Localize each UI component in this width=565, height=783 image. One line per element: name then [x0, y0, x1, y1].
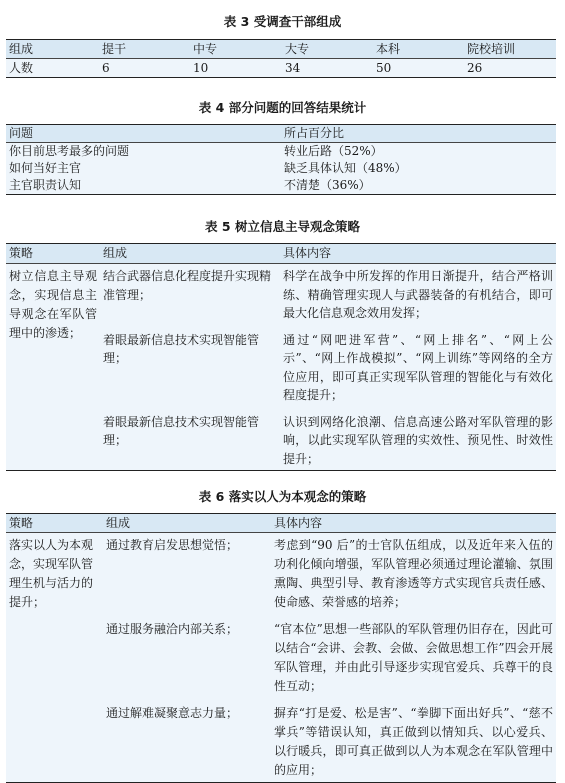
table6-content-cell: 考虑到“90 后”的士官队伍组成，以及近年来入伍的功利化倾向增强，军队管理必须通过理论灌输、氛围熏陶、典型引导、教育渗透等方式实现官兵责任感、使命感、荣誉感的培养；	[274, 538, 553, 609]
table3-header-row	[6, 40, 556, 59]
table3-cell: 50	[376, 61, 392, 75]
table-row	[6, 177, 556, 194]
table3-header-cell: 提干	[102, 42, 127, 56]
table6-header-row	[6, 514, 556, 533]
table5-component-cell: 着眼最新信息技术实现智能管理；	[103, 414, 260, 447]
table4-cell: 你目前思考最多的问题	[9, 144, 130, 158]
table-row	[6, 59, 556, 77]
table4	[6, 124, 556, 195]
table6-strategy-cell: 落实以人为本观念，实现军队管理生机与活力的提升；	[9, 538, 94, 609]
table3-title: 表 3 受调查干部组成	[223, 14, 342, 29]
table4-header-cell: 所占百分比	[284, 126, 345, 140]
table6-title: 表 6 落实以人为本观念的策略	[198, 489, 367, 504]
table3-header-cell: 院校培训	[467, 42, 516, 56]
table3-header-cell: 中专	[193, 42, 218, 56]
table4-title: 表 4 部分问题的回答结果统计	[198, 100, 367, 115]
table4-cell: 缺乏具体认知（48%）	[284, 161, 407, 175]
table6-header-cell: 组成	[106, 516, 131, 530]
table5-header-cell: 组成	[103, 246, 128, 260]
table-row	[103, 620, 556, 704]
table3	[6, 39, 556, 78]
table4-cell: 主官职责认知	[9, 178, 82, 192]
table3-header-cell: 组成	[9, 42, 34, 56]
table3-cell: 10	[193, 61, 209, 75]
table-row	[103, 704, 556, 782]
table5-content-cell: 科学在战争中所发挥的作用日渐提升，结合严格训练、精确管理实现人与武器装备的有机结合，即可最大化信息观念效用发挥；	[283, 269, 553, 320]
table6-component-cell: 通过服务融洽内部关系；	[106, 622, 239, 636]
table5-title: 表 5 树立信息主导观念策略	[205, 219, 360, 234]
table6-body	[6, 533, 556, 782]
table3-cell: 人数	[9, 61, 34, 75]
table-row	[6, 160, 556, 177]
table5-strategy-cell: 树立信息主导观念，实现信息主导观念在军队管理中的渗透；	[9, 269, 97, 340]
table6-component-cell: 通过教育启发思想觉悟；	[106, 538, 239, 552]
table6-component-cell: 通过解难凝聚意志力量；	[106, 706, 239, 720]
table5-header-row	[6, 244, 556, 264]
table-row	[100, 413, 556, 471]
table6-content-cell: “官本位”思想一些部队的军队管理仍旧存在，因此可以结合“会讲、会教、会做、会做思想工作”四会开展军队管理，并由此引导逐步实现官爱兵、兵尊干的良性互动；	[274, 622, 553, 693]
table5-component-cell: 着眼最新信息技术实现智能管理；	[103, 332, 260, 365]
table5-component-cell: 结合武器信息化程度提升实现精准管理；	[103, 269, 272, 302]
table3-cell: 6	[102, 61, 110, 75]
table-row	[100, 264, 556, 331]
table5-items	[100, 264, 556, 470]
table5-content-cell: 认识到网络化浪潮、信息高速公路对军队管理的影响，以此实现军队管理的实效性、预见性、时效性提升；	[283, 414, 553, 466]
table6-items	[103, 533, 556, 782]
table-row	[6, 143, 556, 160]
table3-header-cell: 大专	[285, 42, 310, 56]
table4-header-row	[6, 125, 556, 143]
table6-header-cell: 具体内容	[274, 516, 323, 530]
table5	[6, 243, 556, 471]
table-row	[103, 533, 556, 620]
table4-cell: 不清楚（36%）	[284, 178, 371, 192]
table4-cell: 如何当好主官	[9, 161, 82, 175]
table4-header-cell: 问题	[9, 126, 34, 140]
table6-content-cell: 摒弃“打是爱、松是害”、“拳脚下面出好兵”、“慈不掌兵”等错误认知，真正做到以情知兵、以心爱兵、以行暖兵，即可真正做到以人为本观念在军队管理中的应用；	[274, 706, 553, 777]
table5-header-cell: 具体内容	[283, 246, 332, 260]
table-row	[100, 331, 556, 413]
table4-body	[6, 143, 556, 194]
table4-cell: 转业后路（52%）	[284, 144, 383, 158]
table6	[6, 513, 556, 783]
table5-header-cell: 策略	[9, 246, 34, 260]
table6-header-cell: 策略	[9, 516, 34, 530]
table3-cell: 34	[285, 61, 301, 75]
table3-cell: 26	[467, 61, 483, 75]
table5-content-cell: 通过“网吧进军营”、“网上排名”、“网上公示”、“网上作战模拟”、“网上训练”等网络的全方位应用，即可真正实现军队管理的智能化与有效化程度提升；	[283, 332, 553, 402]
table5-body	[6, 264, 556, 470]
table3-header-cell: 本科	[376, 42, 401, 56]
